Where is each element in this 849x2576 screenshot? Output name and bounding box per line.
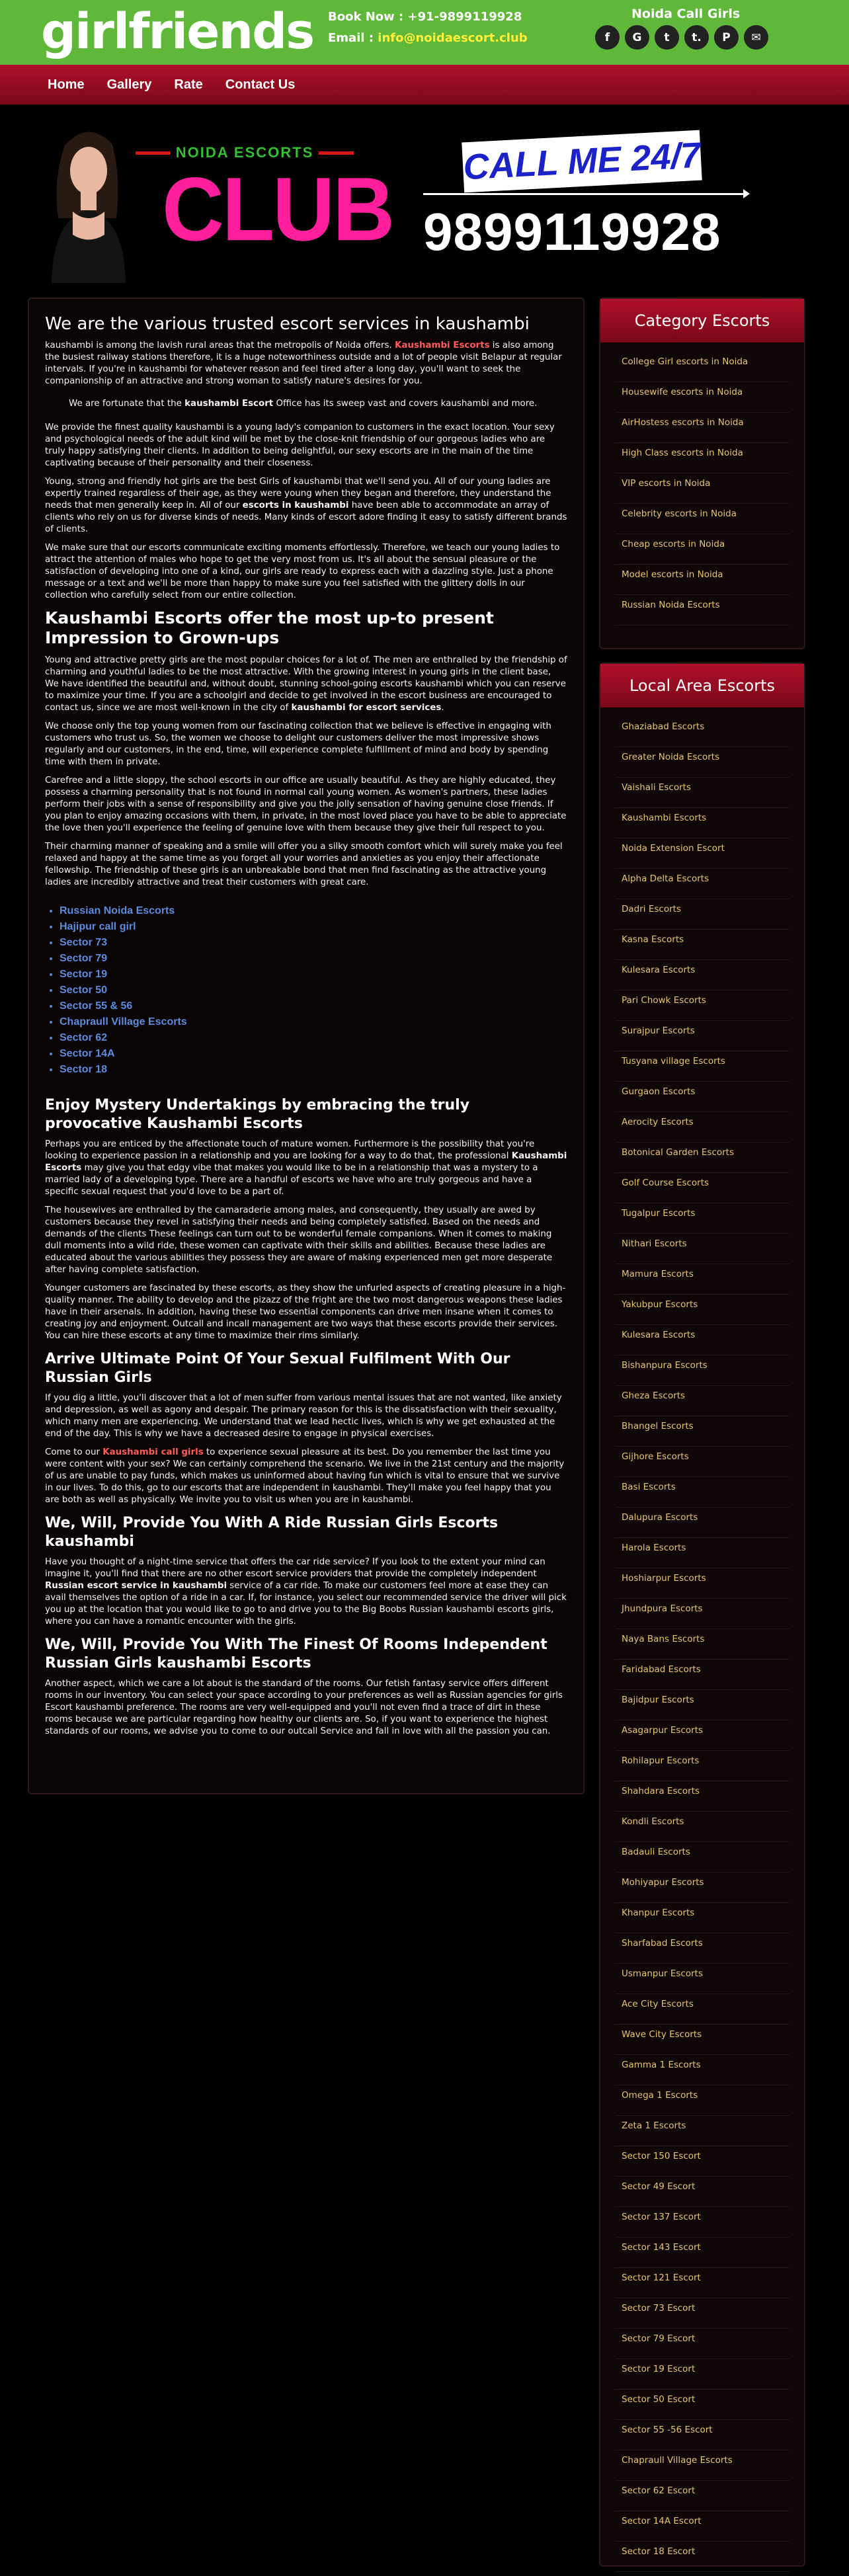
site-header — [0, 0, 849, 65]
local-area-item[interactable]: Mamura Escorts — [615, 1264, 789, 1295]
paragraph: We provide the finest quality kaushambi is a young lady's companion to customers in the exact location. Your sexy and psychological needs of the adult kind will be met by the close-knit friendship of our gorgeous ladies who are truly happy satisfying their clients. In addition to being delightful, our sexy escorts are in the main of the time captivating because of their personality and their closeness. — [45, 423, 555, 468]
link-item[interactable]: • Chapraull Village Escorts — [60, 1014, 567, 1030]
local-area-item[interactable]: Tusyana village Escorts — [615, 1051, 789, 1082]
local-area-item[interactable]: Noida Extension Escort — [615, 838, 789, 869]
local-area-item[interactable]: Gamma 1 Escorts — [615, 2055, 789, 2085]
local-area-list — [600, 707, 804, 2576]
local-area-item[interactable]: Zeta 1 Escorts — [615, 2116, 789, 2146]
local-area-item[interactable]: Chapraull Village Escorts — [615, 2450, 789, 2481]
category-item[interactable]: AirHostess escorts in Noida — [615, 413, 789, 443]
logo-text: girlfriends — [41, 3, 314, 60]
local-area-item[interactable]: Hoshiarpur Escorts — [615, 1568, 789, 1599]
club-text: CLUB — [162, 158, 393, 260]
local-area-item[interactable]: Gurgaon Escorts — [615, 1082, 789, 1112]
local-area-item[interactable]: Pari Chowk Escorts — [615, 990, 789, 1021]
local-area-item[interactable]: Kaushambi Escorts — [615, 808, 789, 838]
local-area-item[interactable]: Bhangel Escorts — [615, 1416, 789, 1447]
local-area-item[interactable]: Botonical Garden Escorts — [615, 1143, 789, 1173]
arrow-line — [423, 193, 746, 195]
email-link[interactable]: info@noidaescort.club — [378, 31, 528, 45]
local-area-item[interactable]: Mohiyapur Escorts — [615, 1872, 789, 1903]
local-area-item[interactable]: Greater Noida Escorts — [615, 747, 789, 778]
local-area-item[interactable]: Rohilapur Escorts — [615, 1751, 789, 1781]
paragraph: We choose only the top young women from our fascinating collection that we believe is effective in engaging with customers who trust us. So, the women we choose to delight our customers deliver the most impressive shows regularly and our customers, in the end, time, will experience complete fulfillment of mind and body by spending time with them in private. — [45, 721, 551, 767]
paragraph: Have you thought of a night-time service that offers the car ride service? If you look to the extent your mind can imagine it, you'll find that there are no other escort service providers that provide the completely independent Russian escort service in kaushambi service of a car ride. To make our customers feel more at ease they can avail themselves the option of a ride in a car. If, for instance, you select our recommended service the driver will pick you up at the location that you would like to go to and drive you to the Big Boobs Russian kaushambi escorts girls, where you can have a romantic encounter with the girls. — [45, 1557, 567, 1627]
kaushambi-escorts-link[interactable]: Kaushambi Escorts — [395, 341, 490, 350]
local-area-item[interactable]: Sector 49 Escort — [615, 2177, 789, 2207]
local-area-item[interactable]: Sector 121 Escort — [615, 2268, 789, 2298]
local-area-item[interactable]: Faridabad Escorts — [615, 1660, 789, 1690]
section-heading: We, Will, Provide You With The Finest Of Rooms Independent Russian Girls kaushambi Escorts — [45, 1636, 547, 1671]
local-area-item[interactable]: Nithari Escorts — [615, 1234, 789, 1264]
local-area-item[interactable]: Usmanpur Escorts — [615, 1964, 789, 1994]
pinterest-icon[interactable]: P — [714, 25, 739, 50]
local-area-item[interactable]: Sector 73 Escort — [615, 2298, 789, 2329]
link-item[interactable]: • Russian Noida Escorts — [60, 903, 567, 919]
local-area-item[interactable]: Sector 150 Escort — [615, 2146, 789, 2177]
paragraph: If you dig a little, you'll discover that a lot of men suffer from various mental issues that are not wanted, like anxiety and depression, as well as agony and despair. The primary reason for this is the dissatisfaction with their sexuality, which many men are experiencing. We understand that we lead hectic lives, which is why we get exhausted at the end of the day. This is why we have a decreased desire to engage in physical exercises. — [45, 1393, 562, 1439]
local-area-item[interactable]: Bishanpura Escorts — [615, 1355, 789, 1386]
link-item[interactable]: • Hajipur call girl — [60, 919, 567, 935]
kaushambi-call-girls-link[interactable]: Kaushambi call girls — [102, 1447, 204, 1457]
paragraph: Come to our Kaushambi call girls to experience sexual pleasure at its best. Do you remember the last time you were content with your sex? We can certainly comprehend the scenario. We live in the 21st century and the majority of us are unable to pay funds, which makes us uninformed about having fun which is vital to ensure that we survive in our lives. To do this, go to our escorts that are independent in kaushambi. They'll make you feel happy that you are both as well as physically. We invite you to visit us when you are in kaushambi. — [45, 1447, 565, 1505]
local-area-item[interactable]: Sector 50 Escort — [615, 2390, 789, 2420]
link-item[interactable]: • Sector 55 & 56 — [60, 998, 567, 1014]
local-area-item[interactable]: Kulesara Escorts — [615, 960, 789, 990]
local-area-title: Local Area Escorts — [600, 664, 804, 707]
category-escorts-box — [599, 298, 805, 649]
local-area-item[interactable]: Asagarpur Escorts — [615, 1720, 789, 1751]
local-area-item[interactable]: Naya Bans Escorts — [615, 1629, 789, 1660]
tumblr-icon[interactable]: t. — [684, 25, 709, 50]
category-item[interactable]: High Class escorts in Noida — [615, 443, 789, 473]
category-item[interactable]: Cheap escorts in Noida — [615, 534, 789, 565]
local-area-item[interactable]: Sector 137 Escort — [615, 2207, 789, 2237]
article-content — [28, 298, 585, 1794]
book-now-label: Book Now : — [328, 10, 404, 24]
local-area-item[interactable]: Harola Escorts — [615, 1538, 789, 1568]
local-area-item[interactable]: Surajpur Escorts — [615, 1021, 789, 1051]
local-area-item[interactable]: Gheza Escorts — [615, 1386, 789, 1416]
paragraph: Perhaps you are enticed by the affectionate touch of mature women. Furthermore is the possibility that you're looking to experience passion in a relationship and you are looking for a way to do that, the professional Kaushambi Escorts may give you that edgy vibe that makes you would like to be in a relationship that was a mystery to a married lady of a developing type. There are a handful of escorts we have who are truly gorgeous and have a specific sexual request that you'd love to be a part of. — [45, 1139, 567, 1197]
section-heading: Enjoy Mystery Undertakings by embracing the truly provocative Kaushambi Escorts — [45, 1097, 470, 1132]
paragraph: Younger customers are fascinated by these escorts, as they show the unfurled aspects of creating pleasure in a high-quality manner. The ability to develop and the pizazz of the fright are the two most dangerous weapons these ladies have in their arsenals. In addition, having these two essential components can drive men insane when it comes to creating joy and enjoyment. Outcall and incall management are two ways that these escorts provide their services. You can hire these escorts at any time to maximize their rims similarly. — [45, 1283, 566, 1341]
local-area-item[interactable]: Gijhore Escorts — [615, 1447, 789, 1477]
local-area-item[interactable]: Kasna Escorts — [615, 930, 789, 960]
nav-rate[interactable]: Rate — [174, 77, 203, 92]
twitter-icon[interactable]: t — [655, 25, 679, 50]
local-area-item[interactable]: Ghaziabad Escorts — [615, 717, 789, 747]
local-area-item[interactable]: Basi Escorts — [615, 1477, 789, 1508]
related-links — [45, 903, 567, 1078]
local-area-item[interactable]: Vaishali Escorts — [615, 778, 789, 808]
paragraph: Young and attractive pretty girls are the most popular choices for a lot of. The men are enthralled by the friendship of charming and youthful ladies to be the most attractive. With the growing interest in young girls in the client base, We have identified the beautiful and, without doubt, stunning school-going escorts kaushambi which you can reserve to maximize your time. If you are a schoolgirl and decide to get involved in the escort business are encouraged to contact us, since we are most well-known in the city of kaushambi for escort services. — [45, 655, 567, 713]
nav-contact[interactable]: Contact Us — [225, 77, 296, 92]
book-now-phone[interactable]: +91-9899119928 — [407, 10, 522, 24]
section-heading: Arrive Ultimate Point Of Your Sexual Fulfilment With Our Russian Girls — [45, 1351, 510, 1386]
paragraph: Another aspect, which we care a lot about is the standard of the rooms. Our fetish fantasy service offers different rooms in our inventory. You can select your space according to your preferences as well as Russian agencies for girls Escort kaushambi preference. The rooms are very well-equipped and you'll not even find a trace of dirt in these rooms because we are particular regarding how healthy our clients are. So, if you want to experience the highest standards of our rooms, we advise you to come to our outcall Service and fall in love with all the passion you can. — [45, 1679, 563, 1736]
link-item[interactable]: • Sector 73 — [60, 935, 567, 951]
banner-phone[interactable]: 9899119928 — [423, 202, 721, 261]
paragraph: The housewives are enthralled by the camaraderie among males, and consequently, they usually are awed by customers because they revel in satisfying their needs and being completely satisfied. Based on the needs and demands of the clients These feelings can turn out to be wonderful female companions. When it comes to making dull moments into a wild ride, these women can captivate with their skills and abilities. Because these ladies are educated about the various abilities they possess they are aware of making experienced men get more desperate after having complete satisfaction. — [45, 1205, 553, 1275]
nav-home[interactable]: Home — [48, 77, 85, 92]
model-photo — [38, 119, 138, 283]
paragraph: kaushambi is among the lavish rural areas that the metropolis of Noida offers. Kaushambi Escorts is also among the busiest railway stations therefore, it is a huge noteworthiness outside and a lot of people visit Belapur at regular intervals. If you're in kaushambi for whatever reason and feel tired after a long day, you'll want to seek the companionship of an attractive and strong woman to satisfy nature's desires for you. — [45, 341, 562, 386]
main-nav — [0, 65, 849, 104]
link-item[interactable]: • Sector 19 — [60, 967, 567, 983]
noida-escorts-text: NOIDA ESCORTS — [175, 144, 314, 161]
paragraph: Young, strong and friendly hot girls are the best Girls of kaushambi that we'll send you. All of our young ladies are expertly trained regardless of their age, as they were young when they began and therefore, they understand the needs that men generally keep in. All of our escorts in kaushambi have been able to accommodate an array of clients who rely on us for diverse kinds of needs. Many kinds of escort adore finding it easy to satisfy different brands of clients. — [45, 477, 567, 534]
category-item[interactable]: Model escorts in Noida — [615, 565, 789, 595]
paragraph: Their charming manner of speaking and a smile will offer you a silky smooth comfort which will surely make you feel relaxed and happy at the same time as you forget all your worries and anxieties as you enjoy their affectionate fellowship. The friendship of these girls is an unbreakable bond that men find fascinating as the attractive young ladies are incredibly attractive and treat their customers with great care. — [45, 842, 563, 887]
local-area-item[interactable]: Yakubpur Escorts — [615, 1295, 789, 1325]
local-area-item[interactable]: Dadri Escorts — [615, 899, 789, 930]
category-item[interactable]: Housewife escorts in Noida — [615, 382, 789, 413]
local-area-item[interactable]: Sector 79 Escort — [615, 2329, 789, 2359]
local-area-item[interactable]: Alpha Delta Escorts — [615, 869, 789, 899]
email-label: Email : — [328, 31, 374, 45]
local-area-item[interactable]: Golf Course Escorts — [615, 1173, 789, 1203]
link-item[interactable]: • Sector 79 — [60, 951, 567, 967]
nav-gallery[interactable]: Gallery — [106, 77, 152, 92]
local-area-item[interactable]: Sector 18 Escort — [615, 2542, 789, 2572]
call-me-text: CALL ME 24/7 — [462, 135, 702, 188]
local-area-item[interactable]: Khanpur Escorts — [615, 1903, 789, 1933]
contact-info — [328, 7, 528, 49]
local-area-item[interactable]: Sector 14A Escort — [615, 2511, 789, 2542]
paragraph: We make sure that our escorts communicate exciting moments effortlessly. Therefore, we teach our young ladies to attract the attention of males who hope to get the very most from us. It's all about the sensual pleasure or the satisfaction of developing into one of a kind, our girls are ready to express each with a dazzling style. Just a phone message or a text and we'll be more than happy to make sure you feel satisfied with the glittery dolls in our collection who carefully select from our entire collection. — [45, 543, 560, 600]
local-area-item[interactable]: Sector 143 Escort — [615, 2237, 789, 2268]
category-list — [600, 342, 804, 629]
hero-banner — [0, 104, 849, 283]
link-item[interactable]: • Sector 50 — [60, 983, 567, 998]
section-heading: We, Will, Provide You With A Ride Russian Girls Escorts kaushambi — [45, 1515, 499, 1550]
link-item[interactable]: • Sector 14A — [60, 1046, 567, 1062]
local-area-item[interactable]: Bajidpur Escorts — [615, 1690, 789, 1720]
facebook-icon[interactable]: f — [595, 25, 620, 50]
local-area-item[interactable]: Tugalpur Escorts — [615, 1203, 789, 1234]
category-item[interactable]: College Girl escorts in Noida — [615, 352, 789, 382]
paragraph: We are fortunate that the kaushambi Escort Office has its sweep vast and covers kaushambi and more. — [69, 399, 538, 409]
local-area-item[interactable]: Dalupura Escorts — [615, 1508, 789, 1538]
local-area-item[interactable]: Kondli Escorts — [615, 1812, 789, 1842]
category-item[interactable]: Russian Noida Escorts — [615, 595, 789, 625]
local-area-item[interactable]: Aerocity Escorts — [615, 1112, 789, 1143]
local-area-item[interactable]: Kulesara Escorts — [615, 1325, 789, 1355]
site-logo[interactable] — [41, 4, 313, 60]
section-heading: Kaushambi Escorts offer the most up-to present Impression to Grown-ups — [45, 608, 494, 647]
call-girls-title: Noida Call Girls — [631, 7, 741, 21]
article-title: We are the various trusted escort services in kaushambi — [45, 314, 530, 334]
local-area-item[interactable]: Sector 62 Escort — [615, 2481, 789, 2511]
local-area-item[interactable]: Omega 1 Escorts — [615, 2085, 789, 2116]
link-item[interactable]: • Sector 62 — [60, 1030, 567, 1046]
link-item[interactable]: • Sector 18 — [60, 1062, 567, 1078]
local-area-item[interactable]: Badauli Escorts — [615, 1842, 789, 1872]
community-icon[interactable]: ✉ — [744, 25, 768, 50]
local-area-item[interactable]: Jhundpura Escorts — [615, 1599, 789, 1629]
local-area-item[interactable]: Shahdara Escorts — [615, 1781, 789, 1812]
category-title: Category Escorts — [600, 299, 804, 342]
local-area-item[interactable]: Wave City Escorts — [615, 2025, 789, 2055]
local-area-item[interactable]: Sharfabad Escorts — [615, 1933, 789, 1964]
local-area-item[interactable]: Sector 19 Escort — [615, 2359, 789, 2390]
category-item[interactable]: VIP escorts in Noida — [615, 473, 789, 504]
social-icons — [595, 25, 768, 50]
local-area-item[interactable]: Sector 55 -56 Escort — [615, 2420, 789, 2450]
google-icon[interactable]: G — [625, 25, 649, 50]
paragraph: Carefree and a little sloppy, the school escorts in our office are usually beautiful. As they are highly educated, they possess a charming personality that is not found in normal call young women. As women's partners, these ladies perform their jobs with a sense of responsibility and give you the jolly sensation of having genuine close friends. If you plan to enjoy amazing occasions with them, in private, in the most loved place you have to be able to appreciate the love then you'll experience the feeling of genuine love with them because they give their full respect to you. — [45, 776, 567, 833]
call-me-badge — [462, 130, 702, 193]
category-item[interactable]: Celebrity escorts in Noida — [615, 504, 789, 534]
local-area-escorts-box — [599, 663, 805, 2567]
local-area-item[interactable]: Ace City Escorts — [615, 1994, 789, 2025]
main-area — [0, 283, 849, 2557]
